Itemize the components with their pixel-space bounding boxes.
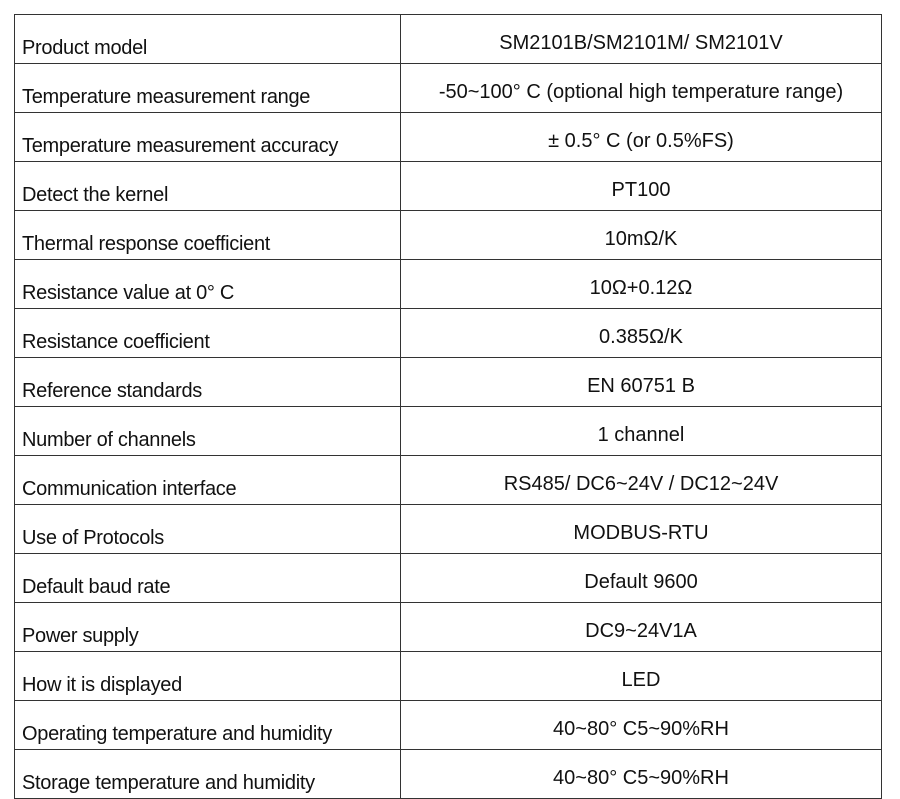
row-value: EN 60751 B [401, 358, 882, 407]
row-label: Use of Protocols [15, 505, 401, 554]
row-label: Temperature measurement accuracy [15, 113, 401, 162]
row-label: Operating temperature and humidity [15, 701, 401, 750]
row-label: Temperature measurement range [15, 64, 401, 113]
row-label: Thermal response coefficient [15, 211, 401, 260]
row-value: Default 9600 [401, 554, 882, 603]
table-row [15, 211, 882, 260]
row-label: Default baud rate [15, 554, 401, 603]
table-row [15, 701, 882, 750]
row-value: 10Ω+0.12Ω [401, 260, 882, 309]
row-label: Resistance value at 0° C [15, 260, 401, 309]
table-row [15, 15, 882, 64]
table-row [15, 64, 882, 113]
table-row [15, 603, 882, 652]
table-row [15, 309, 882, 358]
table-row [15, 750, 882, 799]
row-value: -50~100° C (optional high temperature range) [401, 64, 882, 113]
table-row [15, 652, 882, 701]
row-label: How it is displayed [15, 652, 401, 701]
row-value: 1 channel [401, 407, 882, 456]
row-value: 40~80° C5~90%RH [401, 701, 882, 750]
row-value: 40~80° C5~90%RH [401, 750, 882, 799]
row-label: Power supply [15, 603, 401, 652]
table-row [15, 554, 882, 603]
row-label: Number of channels [15, 407, 401, 456]
row-label: Resistance coefficient [15, 309, 401, 358]
row-label: Communication interface [15, 456, 401, 505]
table-row [15, 260, 882, 309]
row-value: DC9~24V1A [401, 603, 882, 652]
row-value: PT100 [401, 162, 882, 211]
spec-table [14, 14, 882, 799]
row-label: Reference standards [15, 358, 401, 407]
row-value: ± 0.5° C (or 0.5%FS) [401, 113, 882, 162]
row-label: Product model [15, 15, 401, 64]
row-value: LED [401, 652, 882, 701]
row-value: MODBUS-RTU [401, 505, 882, 554]
table-row [15, 407, 882, 456]
row-value: 10mΩ/K [401, 211, 882, 260]
table-row [15, 505, 882, 554]
table-row [15, 358, 882, 407]
row-label: Detect the kernel [15, 162, 401, 211]
row-value: SM2101B/SM2101M/ SM2101V [401, 15, 882, 64]
row-label: Storage temperature and humidity [15, 750, 401, 799]
table-row [15, 162, 882, 211]
table-row [15, 113, 882, 162]
spec-table-body [15, 15, 882, 799]
table-row [15, 456, 882, 505]
row-value: RS485/ DC6~24V / DC12~24V [401, 456, 882, 505]
row-value: 0.385Ω/K [401, 309, 882, 358]
